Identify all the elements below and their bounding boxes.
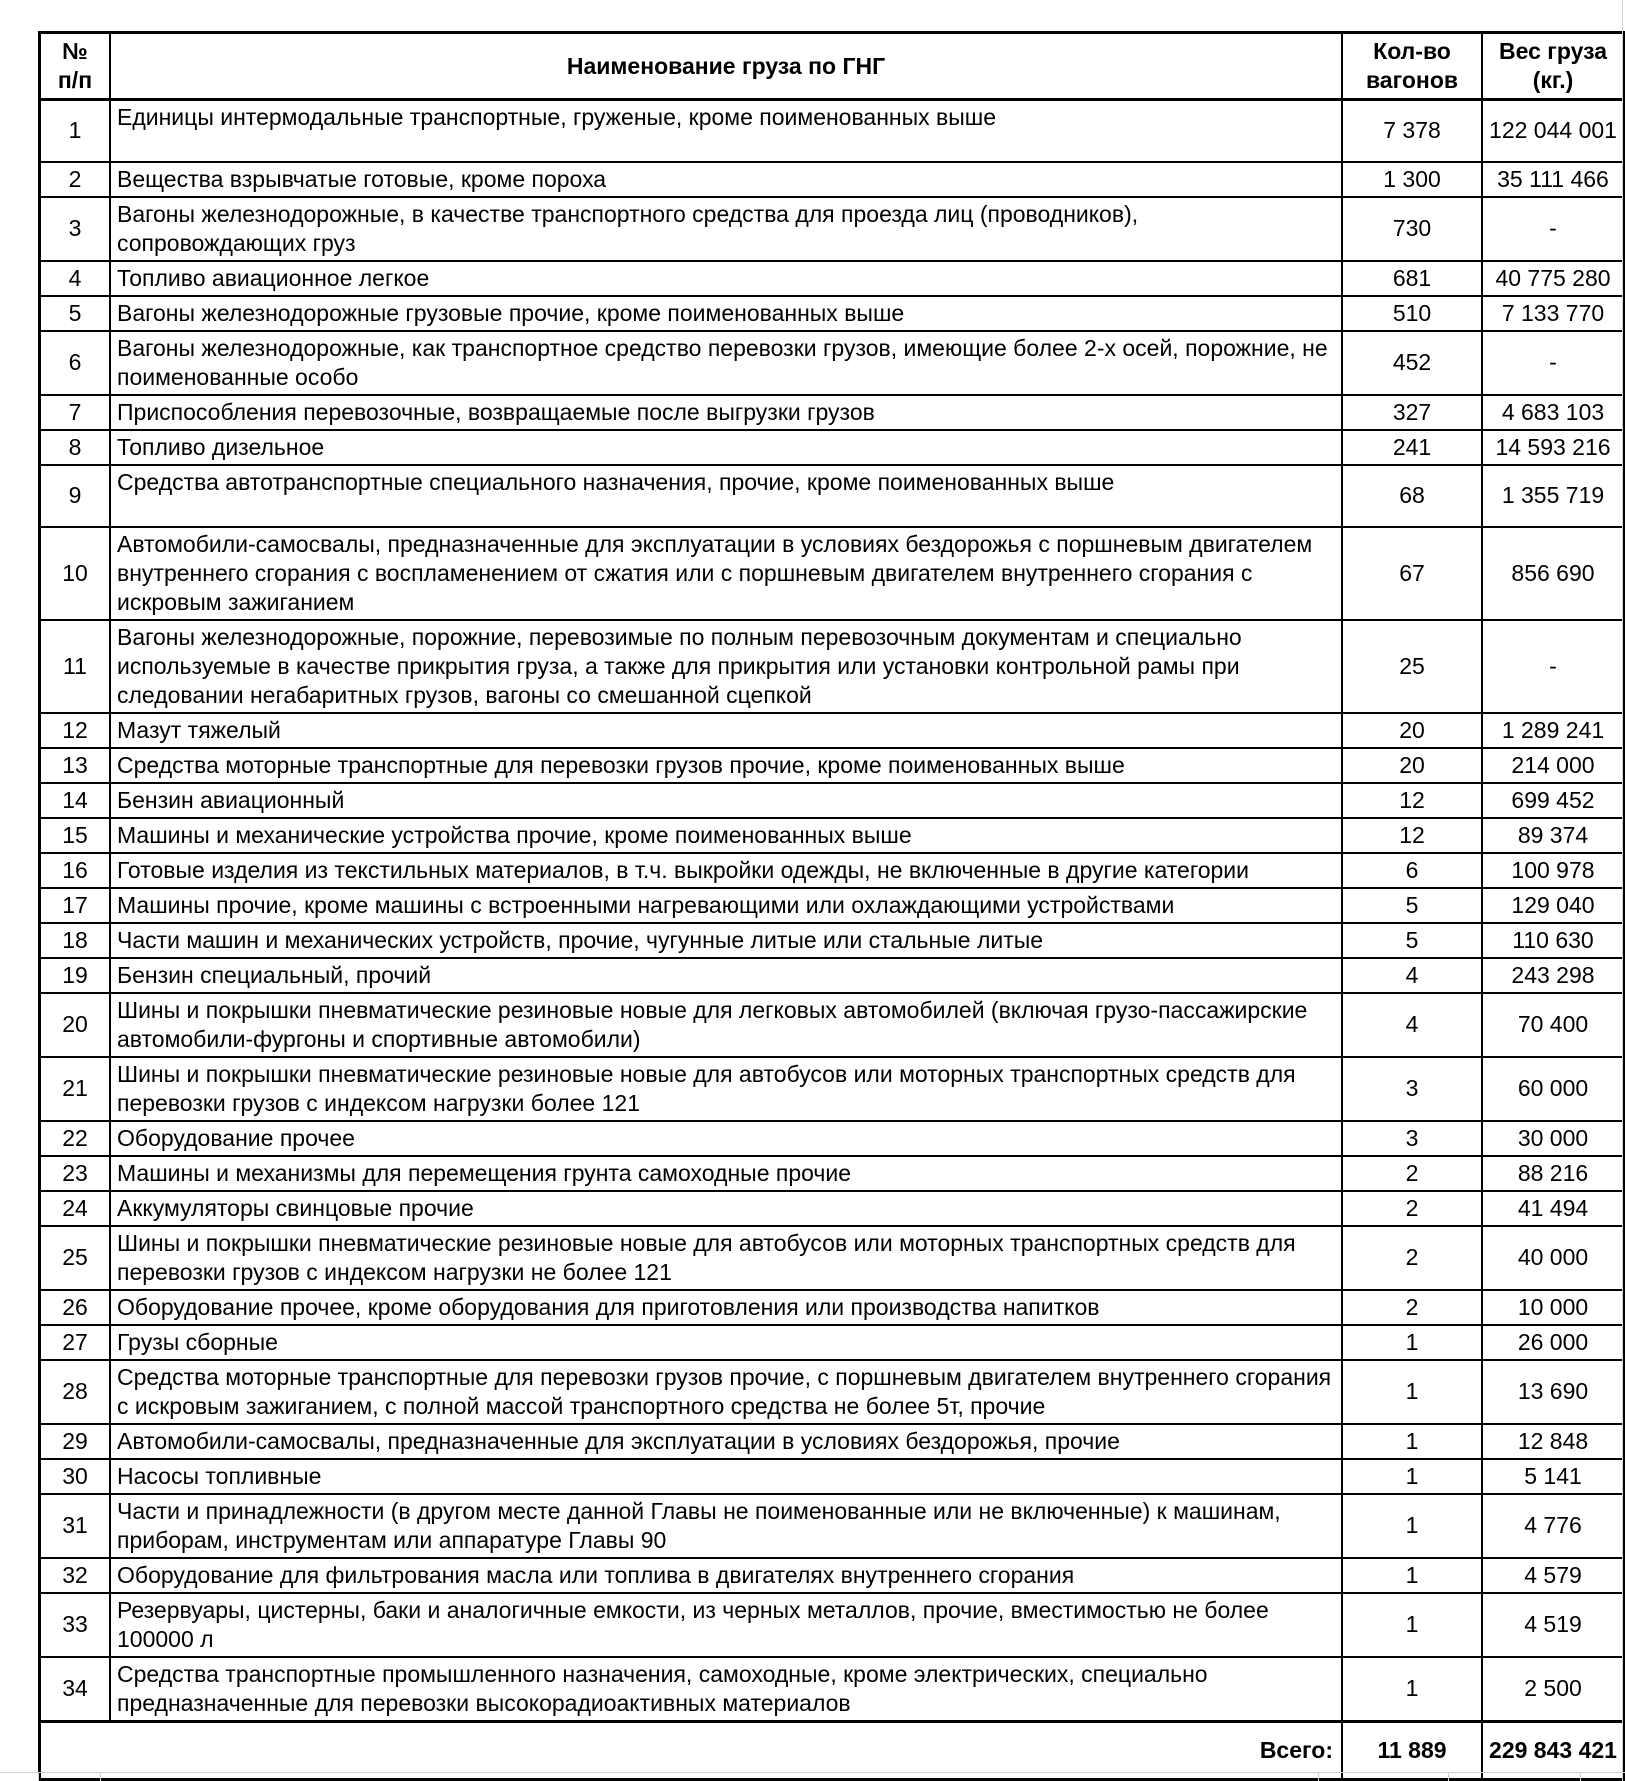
cargo-name-cell: Резервуары, цистерны, баки и аналогичные емкости, из черных металлов, прочие, вместимостью не более 100000 л xyxy=(110,1593,1342,1657)
wagon-count-cell: 510 xyxy=(1342,296,1482,331)
cargo-table-foot xyxy=(40,1721,1625,1779)
cargo-table-head xyxy=(40,33,1625,100)
row-number-cell: 21 xyxy=(40,1057,111,1121)
table-row xyxy=(40,620,1625,713)
cargo-name-cell: Средства автотранспортные специального назначения, прочие, кроме поименованных выше xyxy=(110,465,1342,527)
row-number-cell: 32 xyxy=(40,1558,111,1593)
wagon-count-cell: 67 xyxy=(1342,527,1482,620)
wagon-count-cell: 241 xyxy=(1342,430,1482,465)
cargo-name-cell: Мазут тяжелый xyxy=(110,713,1342,748)
cargo-name-cell: Автомобили-самосвалы, предназначенные для эксплуатации в условиях бездорожья, прочие xyxy=(110,1424,1342,1459)
cargo-table xyxy=(38,31,1625,1781)
row-number-cell: 13 xyxy=(40,748,111,783)
table-row xyxy=(40,853,1625,888)
cargo-weight-cell: 12 848 xyxy=(1482,1424,1625,1459)
table-row xyxy=(40,527,1625,620)
row-number-cell: 29 xyxy=(40,1424,111,1459)
cargo-weight-cell: 10 000 xyxy=(1482,1290,1625,1325)
table-row xyxy=(40,1558,1625,1593)
table-row xyxy=(40,465,1625,527)
cargo-name-cell: Оборудование прочее xyxy=(110,1121,1342,1156)
wagon-count-cell: 730 xyxy=(1342,197,1482,261)
gridline-tick xyxy=(100,1773,101,1781)
wagon-count-cell: 1 300 xyxy=(1342,162,1482,197)
row-number-cell: 27 xyxy=(40,1325,111,1360)
row-number-cell: 12 xyxy=(40,713,111,748)
table-row xyxy=(40,197,1625,261)
gridline-tick xyxy=(1318,1773,1319,1781)
cargo-name-cell: Готовые изделия из текстильных материалов, в т.ч. выкройки одежды, не включенные в другие категории xyxy=(110,853,1342,888)
cargo-weight-cell: 89 374 xyxy=(1482,818,1625,853)
wagon-count-cell: 1 xyxy=(1342,1558,1482,1593)
total-wagons-value: 11 889 xyxy=(1342,1721,1482,1779)
header-num xyxy=(40,33,111,100)
table-row xyxy=(40,296,1625,331)
row-number-cell: 11 xyxy=(40,620,111,713)
header-row xyxy=(40,33,1625,100)
row-number-cell: 24 xyxy=(40,1191,111,1226)
row-number-cell: 23 xyxy=(40,1156,111,1191)
table-row xyxy=(40,1226,1625,1290)
table-row xyxy=(40,713,1625,748)
cargo-weight-cell: 13 690 xyxy=(1482,1360,1625,1424)
cargo-weight-cell: - xyxy=(1482,331,1625,395)
cargo-weight-cell: 4 579 xyxy=(1482,1558,1625,1593)
table-row xyxy=(40,1290,1625,1325)
table-row xyxy=(40,923,1625,958)
cargo-weight-cell: 856 690 xyxy=(1482,527,1625,620)
header-weight: Вес груза (кг.) xyxy=(1482,33,1625,100)
gridline-tick xyxy=(1448,1773,1449,1781)
total-weight-value: 229 843 421 xyxy=(1482,1721,1625,1779)
cargo-weight-cell: 14 593 216 xyxy=(1482,430,1625,465)
cargo-weight-cell: - xyxy=(1482,620,1625,713)
cargo-weight-cell: 35 111 466 xyxy=(1482,162,1625,197)
wagon-count-cell: 12 xyxy=(1342,783,1482,818)
table-row xyxy=(40,1121,1625,1156)
cargo-weight-cell: 1 289 241 xyxy=(1482,713,1625,748)
table-row xyxy=(40,1325,1625,1360)
row-number-cell: 28 xyxy=(40,1360,111,1424)
row-number-cell: 3 xyxy=(40,197,111,261)
cargo-weight-cell: 60 000 xyxy=(1482,1057,1625,1121)
table-row xyxy=(40,1657,1625,1722)
header-name: Наименование груза по ГНГ xyxy=(110,33,1342,100)
cargo-name-cell: Машины и механизмы для перемещения грунта самоходные прочие xyxy=(110,1156,1342,1191)
wagon-count-cell: 5 xyxy=(1342,923,1482,958)
wagon-count-cell: 7 378 xyxy=(1342,100,1482,162)
row-number-cell: 22 xyxy=(40,1121,111,1156)
cargo-weight-cell: 122 044 001 xyxy=(1482,100,1625,162)
row-number-cell: 17 xyxy=(40,888,111,923)
table-row xyxy=(40,261,1625,296)
table-row xyxy=(40,430,1625,465)
wagon-count-cell: 4 xyxy=(1342,958,1482,993)
cargo-name-cell: Средства моторные транспортные для перевозки грузов прочие, с поршневым двигателем внутреннего сгорания с искровым зажиганием, с полной массой транспортного средства не более 5т, прочие xyxy=(110,1360,1342,1424)
wagon-count-cell: 68 xyxy=(1342,465,1482,527)
cargo-weight-cell: 699 452 xyxy=(1482,783,1625,818)
cargo-name-cell: Единицы интермодальные транспортные, груженые, кроме поименованных выше xyxy=(110,100,1342,162)
table-row xyxy=(40,818,1625,853)
table-row xyxy=(40,748,1625,783)
cargo-name-cell: Шины и покрышки пневматические резиновые новые для легковых автомобилей (включая грузо-пассажирские автомобили-фургоны и спортивные автомобили) xyxy=(110,993,1342,1057)
cargo-name-cell: Насосы топливные xyxy=(110,1459,1342,1494)
cargo-weight-cell: 88 216 xyxy=(1482,1156,1625,1191)
row-number-cell: 14 xyxy=(40,783,111,818)
cargo-weight-cell: - xyxy=(1482,197,1625,261)
cargo-weight-cell: 30 000 xyxy=(1482,1121,1625,1156)
cargo-weight-cell: 40 775 280 xyxy=(1482,261,1625,296)
row-number-cell: 16 xyxy=(40,853,111,888)
table-row xyxy=(40,888,1625,923)
cargo-name-cell: Приспособления перевозочные, возвращаемые после выгрузки грузов xyxy=(110,395,1342,430)
cargo-table-body xyxy=(40,100,1625,1722)
table-row xyxy=(40,1156,1625,1191)
cargo-weight-cell: 2 500 xyxy=(1482,1657,1625,1722)
wagon-count-cell: 20 xyxy=(1342,748,1482,783)
table-row xyxy=(40,1360,1625,1424)
wagon-count-cell: 1 xyxy=(1342,1657,1482,1722)
row-number-cell: 2 xyxy=(40,162,111,197)
cargo-name-cell: Вагоны железнодорожные, в качестве транспортного средства для проезда лиц (проводников), сопровождающих груз xyxy=(110,197,1342,261)
table-row xyxy=(40,331,1625,395)
wagon-count-cell: 1 xyxy=(1342,1424,1482,1459)
cargo-weight-cell: 4 519 xyxy=(1482,1593,1625,1657)
cargo-weight-cell: 41 494 xyxy=(1482,1191,1625,1226)
wagon-count-cell: 1 xyxy=(1342,1325,1482,1360)
wagon-count-cell: 2 xyxy=(1342,1290,1482,1325)
wagon-count-cell: 1 xyxy=(1342,1360,1482,1424)
row-number-cell: 31 xyxy=(40,1494,111,1558)
cargo-weight-cell: 129 040 xyxy=(1482,888,1625,923)
wagon-count-cell: 2 xyxy=(1342,1156,1482,1191)
cargo-weight-cell: 40 000 xyxy=(1482,1226,1625,1290)
row-number-cell: 34 xyxy=(40,1657,111,1722)
cargo-name-cell: Бензин авиационный xyxy=(110,783,1342,818)
total-row xyxy=(40,1721,1625,1779)
row-number-cell: 30 xyxy=(40,1459,111,1494)
table-row xyxy=(40,1593,1625,1657)
cargo-weight-cell: 4 683 103 xyxy=(1482,395,1625,430)
wagon-count-cell: 4 xyxy=(1342,993,1482,1057)
cargo-name-cell: Шины и покрышки пневматические резиновые новые для автобусов или моторных транспортных средств для перевозки грузов с индексом нагрузки не более 121 xyxy=(110,1226,1342,1290)
cargo-name-cell: Машины и механические устройства прочие, кроме поименованных выше xyxy=(110,818,1342,853)
table-row xyxy=(40,1459,1625,1494)
wagon-count-cell: 327 xyxy=(1342,395,1482,430)
wagon-count-cell: 1 xyxy=(1342,1593,1482,1657)
wagon-count-cell: 2 xyxy=(1342,1191,1482,1226)
total-label: Всего: xyxy=(40,1721,1343,1779)
spreadsheet-gridline-right xyxy=(1622,0,1623,1781)
cargo-name-cell: Топливо авиационное легкое xyxy=(110,261,1342,296)
wagon-count-cell: 1 xyxy=(1342,1459,1482,1494)
row-number-cell: 25 xyxy=(40,1226,111,1290)
wagon-count-cell: 20 xyxy=(1342,713,1482,748)
cargo-name-cell: Части и принадлежности (в другом месте данной Главы не поименованные или не включенные) к машинам, приборам, инструментам или аппаратуре Главы 90 xyxy=(110,1494,1342,1558)
row-number-cell: 8 xyxy=(40,430,111,465)
wagon-count-cell: 1 xyxy=(1342,1494,1482,1558)
cargo-name-cell: Вагоны железнодорожные, порожние, перевозимые по полным перевозочным документам и специально используемые в качестве прикрытия груза, а также для прикрытия или установки контрольной рамы при следовании негабаритных грузов, вагоны со смешанной сцепкой xyxy=(110,620,1342,713)
gridline-tick xyxy=(1580,1773,1581,1781)
cargo-name-cell: Средства моторные транспортные для перевозки грузов прочие, кроме поименованных выше xyxy=(110,748,1342,783)
cargo-name-cell: Средства транспортные промышленного назначения, самоходные, кроме электрических, специально предназначенные для перевозки высокорадиоактивных материалов xyxy=(110,1657,1342,1722)
cargo-weight-cell: 5 141 xyxy=(1482,1459,1625,1494)
cargo-name-cell: Машины прочие, кроме машины с встроенными нагревающими или охлаждающими устройствами xyxy=(110,888,1342,923)
row-number-cell: 6 xyxy=(40,331,111,395)
wagon-count-cell: 3 xyxy=(1342,1057,1482,1121)
wagon-count-cell: 3 xyxy=(1342,1121,1482,1156)
cargo-weight-cell: 4 776 xyxy=(1482,1494,1625,1558)
table-row xyxy=(40,395,1625,430)
cargo-name-cell: Аккумуляторы свинцовые прочие xyxy=(110,1191,1342,1226)
cargo-name-cell: Автомобили-самосвалы, предназначенные для эксплуатации в условиях бездорожья с поршневым двигателем внутреннего сгорания с воспламенением от сжатия или с поршневым двигателем внутреннего сгорания с искровым зажиганием xyxy=(110,527,1342,620)
cargo-name-cell: Шины и покрышки пневматические резиновые новые для автобусов или моторных транспортных средств для перевозки грузов с индексом нагрузки более 121 xyxy=(110,1057,1342,1121)
cargo-name-cell: Грузы сборные xyxy=(110,1325,1342,1360)
cargo-weight-cell: 214 000 xyxy=(1482,748,1625,783)
cargo-name-cell: Части машин и механических устройств, прочие, чугунные литые или стальные литые xyxy=(110,923,1342,958)
header-num-line1: № xyxy=(62,38,88,64)
table-row xyxy=(40,783,1625,818)
header-wagons: Кол-во вагонов xyxy=(1342,33,1482,100)
table-row xyxy=(40,1424,1625,1459)
table-row xyxy=(40,1191,1625,1226)
row-number-cell: 9 xyxy=(40,465,111,527)
table-row xyxy=(40,1494,1625,1558)
wagon-count-cell: 6 xyxy=(1342,853,1482,888)
cargo-weight-cell: 7 133 770 xyxy=(1482,296,1625,331)
row-number-cell: 1 xyxy=(40,100,111,162)
row-number-cell: 26 xyxy=(40,1290,111,1325)
gridline-tick xyxy=(38,1773,39,1781)
table-row xyxy=(40,162,1625,197)
wagon-count-cell: 681 xyxy=(1342,261,1482,296)
wagon-count-cell: 12 xyxy=(1342,818,1482,853)
table-row xyxy=(40,993,1625,1057)
wagon-count-cell: 2 xyxy=(1342,1226,1482,1290)
cargo-weight-cell: 110 630 xyxy=(1482,923,1625,958)
row-number-cell: 33 xyxy=(40,1593,111,1657)
row-number-cell: 4 xyxy=(40,261,111,296)
wagon-count-cell: 5 xyxy=(1342,888,1482,923)
cargo-weight-cell: 26 000 xyxy=(1482,1325,1625,1360)
row-number-cell: 10 xyxy=(40,527,111,620)
header-num-line2: п/п xyxy=(57,67,93,93)
row-number-cell: 15 xyxy=(40,818,111,853)
table-row xyxy=(40,958,1625,993)
cargo-weight-cell: 1 355 719 xyxy=(1482,465,1625,527)
cargo-name-cell: Топливо дизельное xyxy=(110,430,1342,465)
cargo-weight-cell: 100 978 xyxy=(1482,853,1625,888)
cargo-weight-cell: 70 400 xyxy=(1482,993,1625,1057)
cargo-name-cell: Оборудование для фильтрования масла или топлива в двигателях внутреннего сгорания xyxy=(110,1558,1342,1593)
row-number-cell: 20 xyxy=(40,993,111,1057)
row-number-cell: 19 xyxy=(40,958,111,993)
cargo-name-cell: Вагоны железнодорожные, как транспортное средство перевозки грузов, имеющие более 2-х осей, порожние, не поименованные особо xyxy=(110,331,1342,395)
cargo-name-cell: Бензин специальный, прочий xyxy=(110,958,1342,993)
table-row xyxy=(40,1057,1625,1121)
wagon-count-cell: 452 xyxy=(1342,331,1482,395)
cargo-name-cell: Оборудование прочее, кроме оборудования для приготовления или производства напитков xyxy=(110,1290,1342,1325)
cargo-weight-cell: 243 298 xyxy=(1482,958,1625,993)
wagon-count-cell: 25 xyxy=(1342,620,1482,713)
row-number-cell: 5 xyxy=(40,296,111,331)
row-number-cell: 7 xyxy=(40,395,111,430)
cargo-name-cell: Вагоны железнодорожные грузовые прочие, кроме поименованных выше xyxy=(110,296,1342,331)
row-number-cell: 18 xyxy=(40,923,111,958)
bottom-gridline-stub xyxy=(0,1772,1625,1781)
table-row xyxy=(40,100,1625,162)
cargo-name-cell: Вещества взрывчатые готовые, кроме пороха xyxy=(110,162,1342,197)
